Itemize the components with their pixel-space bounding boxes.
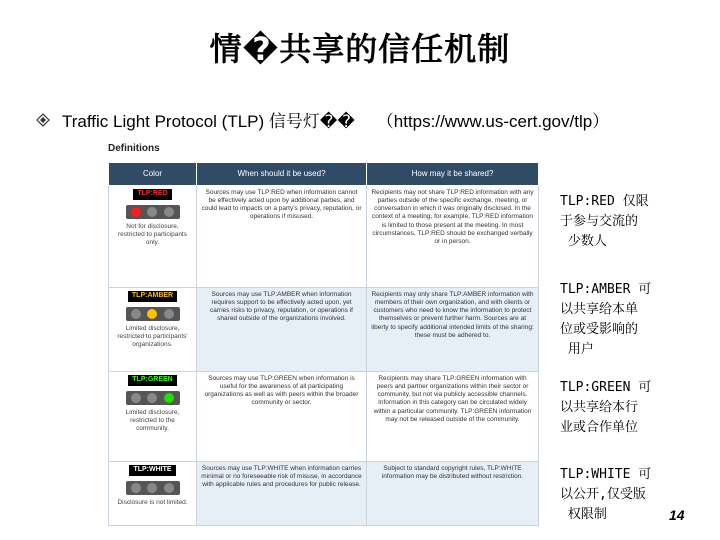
note-tlp-amber: TLP:AMBER 可 以共享给本单 位或受影响的 用户 <box>560 282 652 357</box>
column-header-when: When should it be used? <box>197 163 367 186</box>
red-lamp-icon <box>131 207 141 217</box>
color-cell <box>109 288 197 372</box>
note-tlp-red: TLP:RED 仅限 于参与交流的 少数人 <box>560 194 649 249</box>
color-caption: Disclosure is not limited. <box>117 498 188 506</box>
red-lamp-icon <box>131 309 141 319</box>
traffic-light-icon <box>126 307 180 321</box>
how-cell: Subject to standard copyright rules, TLP:WHITE information may be distributed without restriction. <box>367 462 539 526</box>
when-cell: Sources may use TLP:RED when information cannot be effectively acted upon by additional parties, and could lead to impacts on a party's privacy, reputation, or operations if misused. <box>197 186 367 288</box>
how-cell: Recipients may not share TLP:RED information with any parties outside of the specific exchange, meeting, or conversation in which it was originally disclosed. In the context of a meeting, for example, TLP:RED information is limited to those present at the meeting. In most circumstances, TLP:RED should be exchanged verbally or in person. <box>367 186 539 288</box>
color-cell <box>109 372 197 462</box>
column-header-how: How may it be shared? <box>367 163 539 186</box>
note-tlp-green: TLP:GREEN 可 以共享给本行 业或合作单位 <box>560 380 652 435</box>
color-caption: Limited disclosure, restricted to the community. <box>125 408 180 432</box>
slide-title: 情�共享的信任机制 <box>209 30 511 68</box>
amber-lamp-icon <box>147 309 157 319</box>
when-cell: Sources may use TLP:WHITE when information carries minimal or no foreseeable risk of misuse, in accordance with applicable rules and procedures for public release. <box>197 462 367 526</box>
green-lamp-icon <box>164 309 174 319</box>
traffic-light-icon <box>126 205 180 219</box>
amber-lamp-icon <box>147 207 157 217</box>
color-caption: Not for disclosure, restricted to participants only. <box>117 222 187 246</box>
tlp-definitions-table <box>108 162 539 526</box>
page-number: 14 <box>669 507 685 523</box>
how-cell: Recipients may share TLP:GREEN information with peers and partner organizations within their sector or community, but not via publicly accessible channels. Information in this category can be circulated widely within a particular community. TLP:GREEN information may not be released outside of the community. <box>367 372 539 462</box>
tlp-white-badge: TLP:WHITE <box>129 465 175 476</box>
color-caption: Limited disclosure, restricted to participants' organizations. <box>117 324 188 348</box>
table-row-amber <box>109 288 539 372</box>
tlp-green-badge: TLP:GREEN <box>128 375 176 386</box>
bullet-item <box>36 107 609 132</box>
table-row-red <box>109 186 539 288</box>
red-lamp-icon <box>131 393 141 403</box>
bullet-text: Traffic Light Protocol (TLP) 信号灯�� <box>62 112 355 131</box>
green-lamp-icon <box>164 207 174 217</box>
tlp-amber-badge: TLP:AMBER <box>128 291 177 302</box>
table-row-white <box>109 462 539 526</box>
amber-lamp-icon <box>147 393 157 403</box>
when-cell: Sources may use TLP:GREEN when information is useful for the awareness of all participating organizations as well as with peers within the broader community or sector. <box>197 372 367 462</box>
diamond-bullet-icon <box>36 113 50 127</box>
column-header-color: Color <box>109 163 197 186</box>
note-tlp-white: TLP:WHITE 可 以公开,仅受版 权限制 <box>560 467 652 522</box>
amber-lamp-icon <box>147 483 157 493</box>
red-lamp-icon <box>131 483 141 493</box>
table-header-row <box>109 163 539 186</box>
color-cell <box>109 186 197 288</box>
green-lamp-icon <box>164 483 174 493</box>
color-cell <box>109 462 197 526</box>
traffic-light-icon <box>126 391 180 405</box>
definitions-heading: Definitions <box>108 143 160 154</box>
table-row-green <box>109 372 539 462</box>
how-cell: Recipients may only share TLP:AMBER information with members of their own organization, and with clients or customers who need to know the information to protect themselves or prevent further harm. Sources are at liberty to specify additional intended limits of the sharing: these must be adhered to. <box>367 288 539 372</box>
tlp-url-link[interactable]: （https://www.us-cert.gov/tlp） <box>376 112 610 131</box>
green-lamp-icon <box>164 393 174 403</box>
when-cell: Sources may use TLP:AMBER when information requires support to be effectively acted upon, yet carries risks to privacy, reputation, or operations if shared outside of the organizations involved. <box>197 288 367 372</box>
traffic-light-icon <box>126 481 180 495</box>
tlp-red-badge: TLP:RED <box>133 189 171 200</box>
